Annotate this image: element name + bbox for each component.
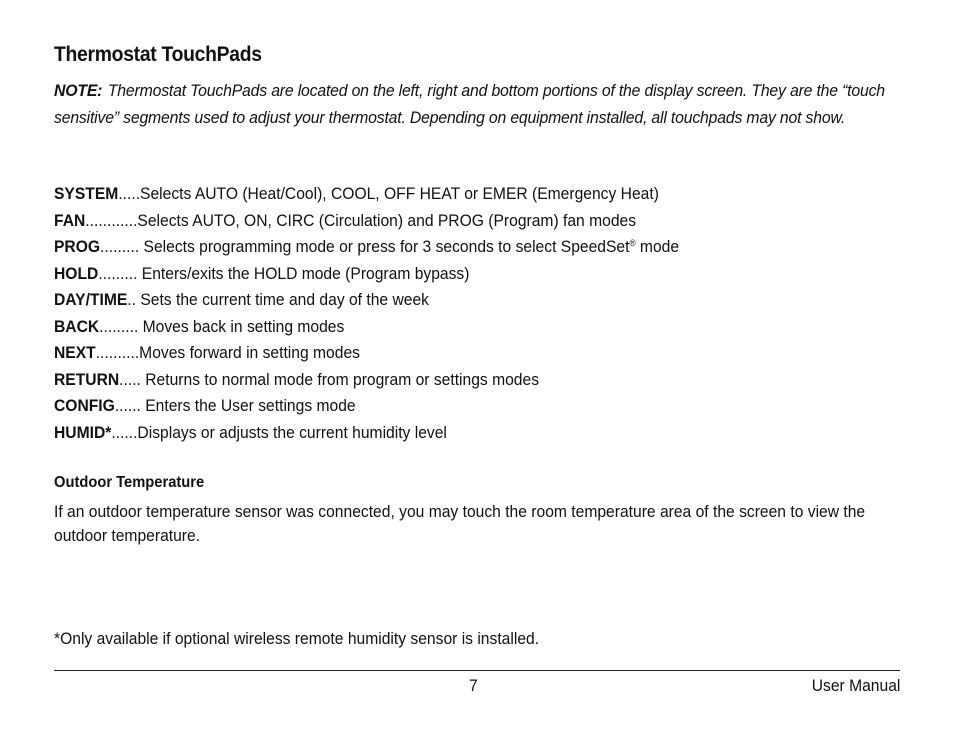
touchpad-description bbox=[137, 420, 446, 447]
touchpad-description bbox=[140, 181, 659, 208]
touchpad-description bbox=[143, 314, 345, 341]
touchpad-description bbox=[142, 261, 470, 288]
touchpad-leader-dots: .. bbox=[127, 290, 141, 309]
touchpad-description bbox=[145, 367, 539, 394]
registered-trademark-mark: ® bbox=[629, 238, 636, 248]
manual-page bbox=[54, 0, 900, 738]
touchpad-description bbox=[140, 287, 429, 314]
page-title: Thermostat TouchPads bbox=[54, 43, 262, 66]
touchpad-name: CONFIG bbox=[54, 396, 115, 415]
touchpad-row bbox=[54, 420, 882, 447]
touchpad-row bbox=[54, 340, 882, 367]
touchpad-description-text: Sets the current time and day of the week bbox=[140, 290, 429, 309]
touchpad-row bbox=[54, 393, 882, 420]
touchpad-name: SYSTEM bbox=[54, 184, 119, 203]
touchpad-description-text: Selects AUTO (Heat/Cool), COOL, OFF HEAT or EMER (Emergency Heat) bbox=[140, 184, 659, 203]
touchpad-row bbox=[54, 181, 882, 208]
note-paragraph bbox=[54, 77, 891, 131]
touchpad-row bbox=[54, 208, 882, 235]
outdoor-temperature-heading: Outdoor Temperature bbox=[54, 474, 205, 491]
touchpad-name: PROG bbox=[54, 237, 101, 256]
outdoor-temperature-text: If an outdoor temperature sensor was connected, you may touch the room temperature area of the screen to view the outdoor temperature. bbox=[54, 502, 866, 545]
touchpad-description-text: Moves back in setting modes bbox=[142, 316, 345, 336]
touchpad-name: BACK bbox=[54, 316, 100, 336]
touchpad-leader-dots: .......... bbox=[95, 343, 140, 362]
touchpad-description-text: Selects AUTO, ON, CIRC (Circulation) and PROG (Program) fan modes bbox=[137, 210, 637, 230]
footnote: *Only available if optional wireless remote humidity sensor is installed. bbox=[54, 629, 540, 648]
touchpad-row bbox=[54, 314, 882, 341]
touchpad-leader-dots: ...... bbox=[111, 422, 138, 442]
touchpad-list bbox=[54, 181, 882, 446]
touchpad-name: FAN bbox=[54, 210, 86, 230]
touchpad-leader-dots: ......... bbox=[100, 237, 144, 256]
touchpad-name: RETURN bbox=[54, 369, 120, 389]
touchpad-leader-dots: ......... bbox=[99, 316, 143, 336]
touchpad-description bbox=[144, 234, 680, 261]
touchpad-name: NEXT bbox=[54, 343, 96, 362]
touchpad-row bbox=[54, 261, 882, 288]
touchpad-name: HOLD bbox=[54, 263, 99, 283]
page-number: 7 bbox=[469, 676, 478, 695]
touchpad-leader-dots: ......... bbox=[98, 263, 142, 283]
touchpad-description-text: Moves forward in setting modes bbox=[139, 343, 360, 362]
touchpad-description-text: Enters/exits the HOLD mode (Program bypass) bbox=[141, 263, 470, 283]
touchpad-row bbox=[54, 287, 882, 314]
touchpad-description-suffix: mode bbox=[635, 237, 680, 256]
touchpad-row bbox=[54, 367, 882, 394]
note-label: NOTE: bbox=[54, 81, 103, 100]
touchpad-description-text: Displays or adjusts the current humidity level bbox=[137, 422, 447, 442]
touchpad-leader-dots: ...... bbox=[114, 396, 146, 415]
touchpad-leader-dots: ..... bbox=[119, 369, 146, 389]
touchpad-description-text: Selects programming mode or press for 3 seconds to select SpeedSet bbox=[143, 237, 630, 256]
touchpad-name: HUMID* bbox=[54, 422, 112, 442]
touchpad-leader-dots: ............ bbox=[85, 210, 138, 230]
touchpad-name: DAY/TIME bbox=[54, 290, 128, 309]
touchpad-leader-dots: ..... bbox=[118, 184, 141, 203]
touchpad-description-text: Returns to normal mode from program or settings modes bbox=[145, 369, 540, 389]
note-text: Thermostat TouchPads are located on the left, right and bottom portions of the display screen. They are the “touch sensitive” segments used to adjust your thermostat. Depending on equipment installed, all touchpads may not show. bbox=[54, 81, 885, 127]
touchpad-description bbox=[137, 208, 636, 235]
touchpad-description bbox=[139, 340, 360, 367]
footer-divider bbox=[54, 670, 900, 671]
touchpad-description bbox=[145, 393, 355, 420]
touchpad-row bbox=[54, 234, 882, 261]
touchpad-description-text: Enters the User settings mode bbox=[145, 396, 356, 415]
footer-label: User Manual bbox=[811, 676, 900, 695]
